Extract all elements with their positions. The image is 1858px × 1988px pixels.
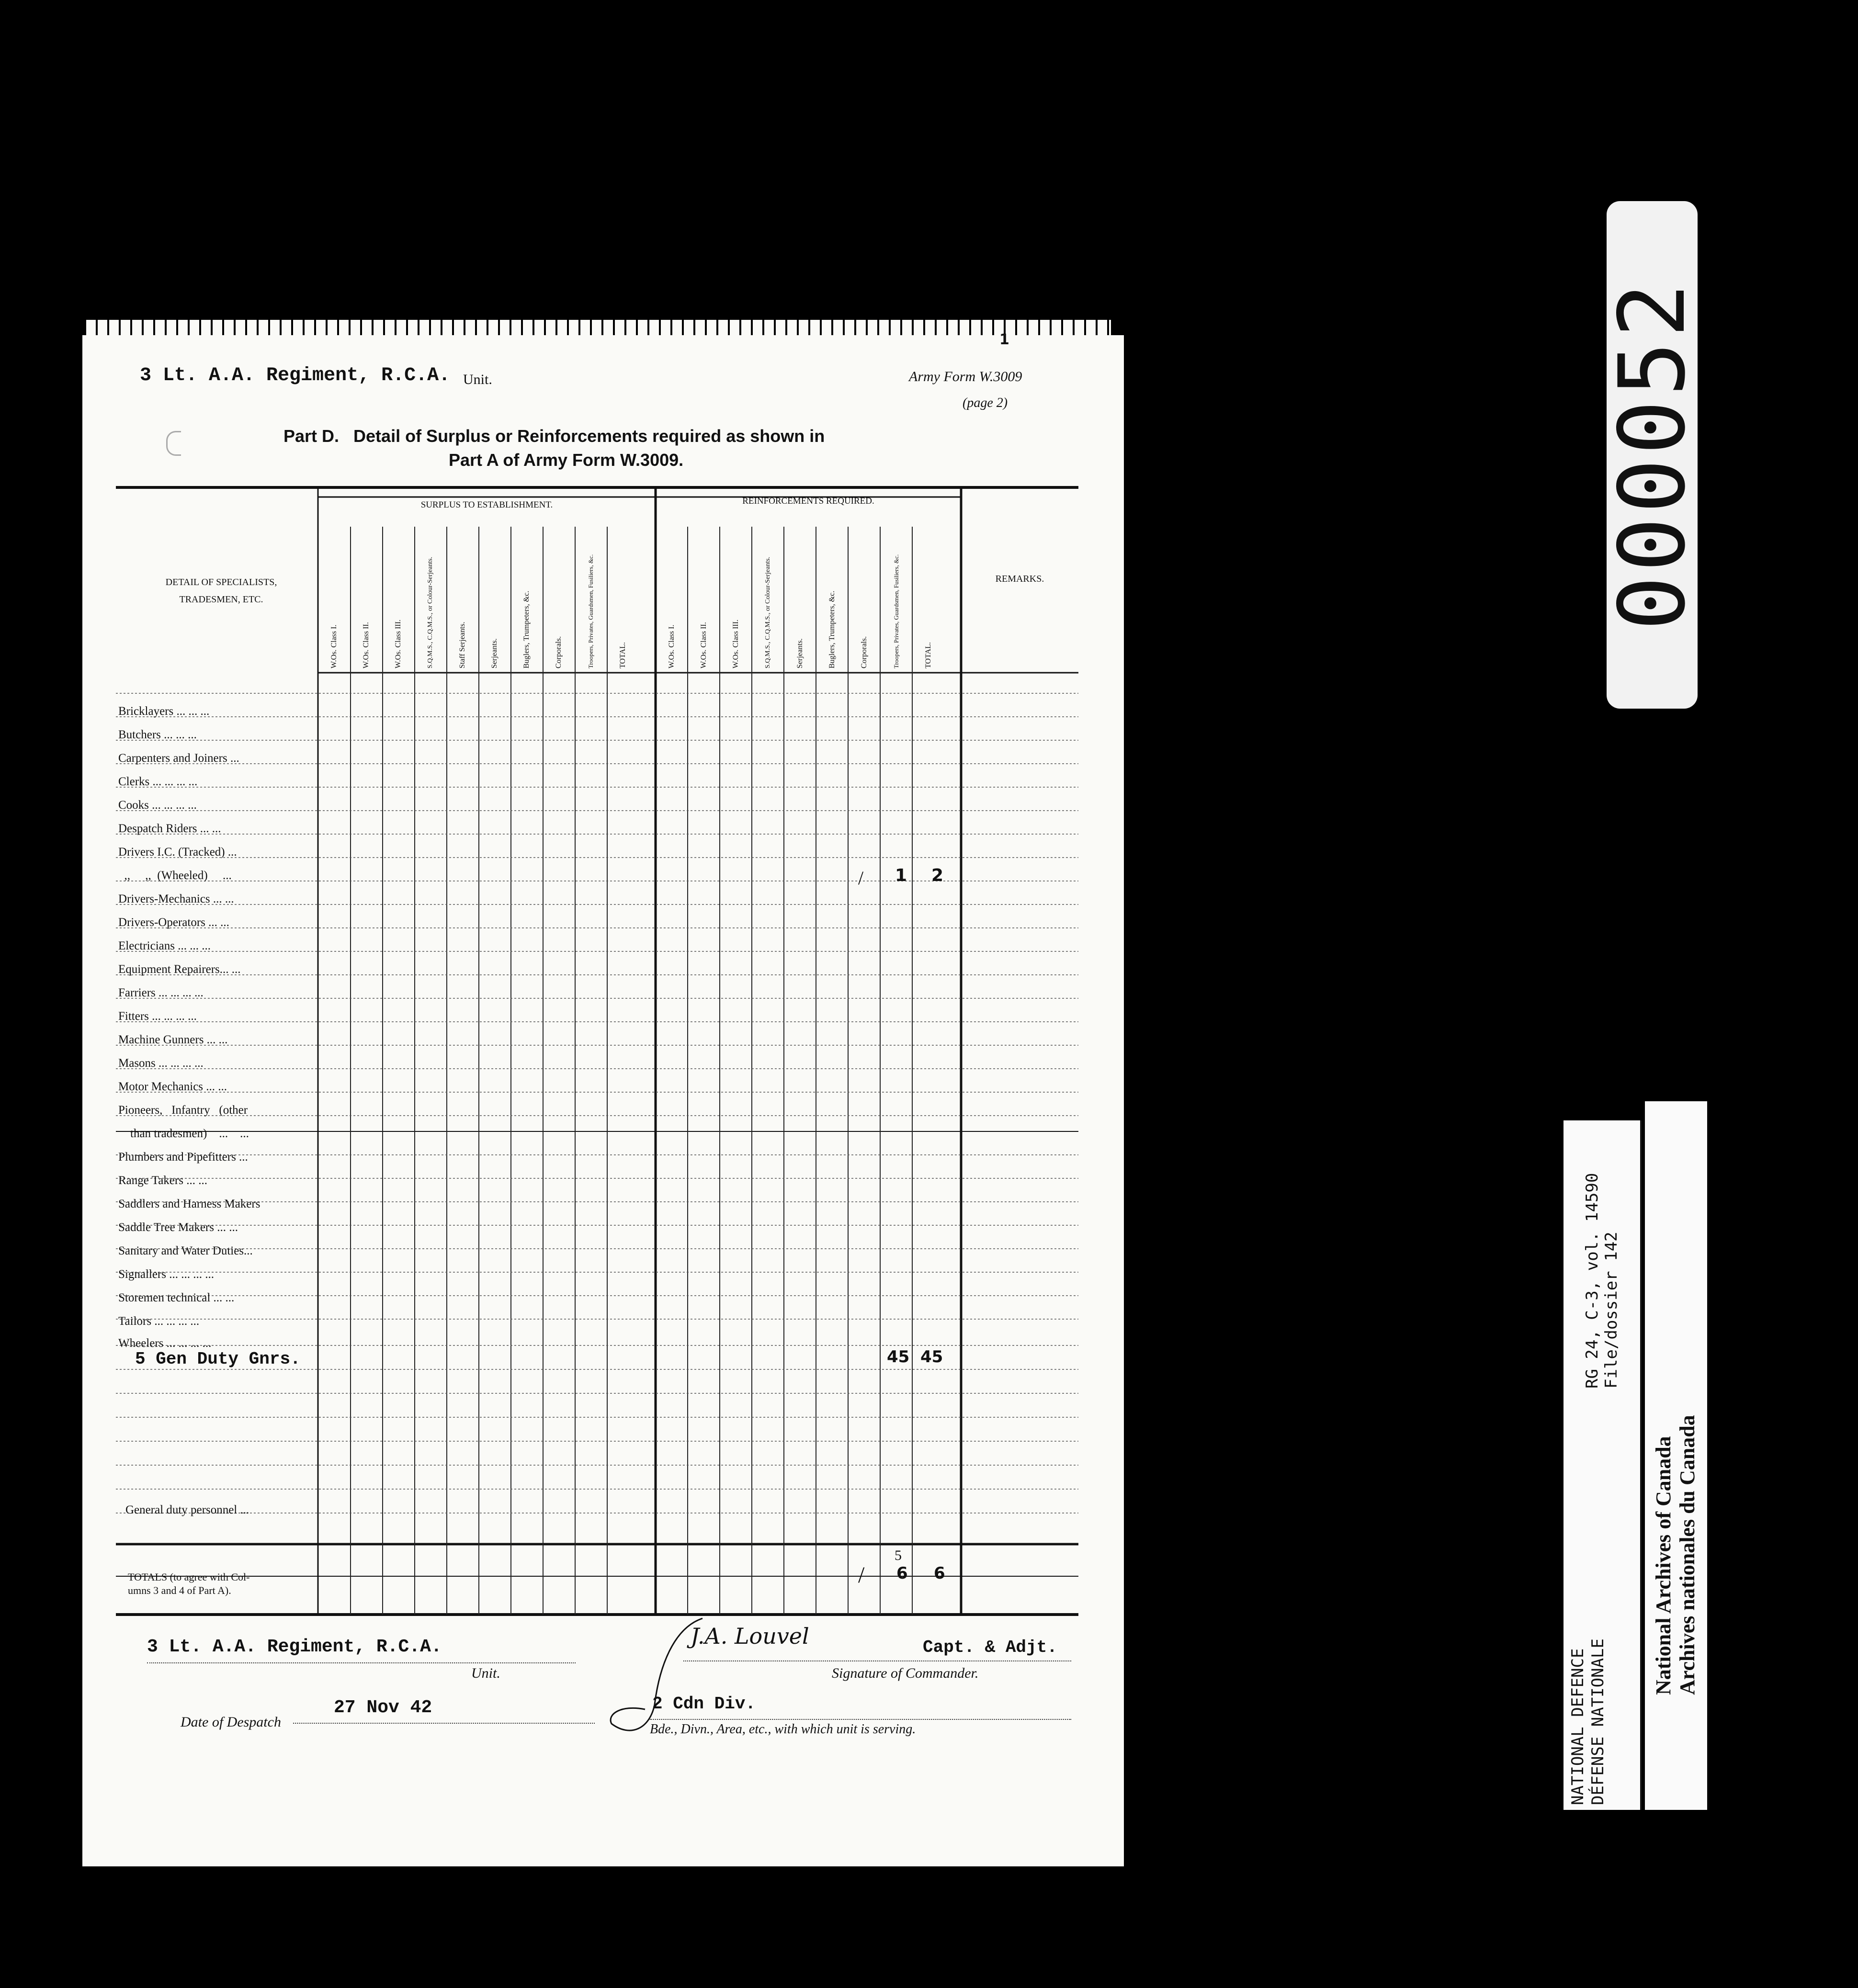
col-reinf-buglers [818, 512, 847, 670]
reinforcements-header: REINFORCEMENTS REQUIRED. [742, 496, 874, 506]
archives-name-fr: Archives nationales du Canada [1676, 1415, 1699, 1695]
footer-unit-label: Unit. [471, 1665, 500, 1681]
col-label: Troopers, Privates, Guardsmen, Fusiliers, &c. [893, 554, 900, 668]
detail-header-line2: TRADESMEN, ETC. [179, 594, 263, 605]
entry-wheeled-corporals: / [858, 867, 864, 889]
archive-ref-line2: File/dossier 142 [1602, 1231, 1621, 1389]
col-label: Corporals. [555, 636, 563, 668]
archive-stamp [1599, 201, 1705, 709]
entry-wheeled-troopers: 1 [895, 866, 907, 885]
totals-label-line1: TOTALS (to agree with Col- [128, 1571, 250, 1583]
remarks-header: REMARKS. [995, 574, 1044, 584]
row-tailors: Tailors ... ... ... ... [118, 1315, 200, 1328]
entry-wheeled-total: 2 [931, 866, 944, 885]
detail-header-line1: DETAIL OF SPECIALISTS, [165, 577, 277, 587]
commander-rank: Capt. & Adjt. [923, 1638, 1057, 1657]
form-title-line2: Part A of Army Form W.3009. [449, 450, 684, 470]
entry-totals-troopers: 6 [896, 1564, 908, 1583]
row-pioneers-cont: than tradesmen) ... ... [118, 1127, 249, 1140]
row-carpenters: Carpenters and Joiners ... [118, 752, 239, 765]
row-drivers-wheeled: ,, ,, (Wheeled) ... [118, 869, 232, 882]
col-surplus-buglers [512, 512, 541, 670]
col-label: Troopers, Privates, Guardsmen, Fusiliers, &c. [587, 554, 594, 668]
signature-line [683, 1660, 1071, 1661]
col-label: W.Os. Class I. [668, 624, 676, 668]
unit-label: Unit. [463, 372, 492, 387]
row-saddle-tree-makers: Saddle Tree Makers ... ... [118, 1221, 238, 1234]
col-surplus-corporals [544, 512, 573, 670]
col-label: Serjeants. [490, 638, 498, 668]
row-wheelers: Wheelers ... ... ... ... [118, 1337, 212, 1350]
row-signallers: Signallers ... ... ... ... [118, 1268, 214, 1281]
col-label: TOTAL. [924, 642, 932, 668]
formation-label: Bde., Divn., Area, etc., with which unit is serving. [650, 1722, 916, 1737]
col-reinf-troopers [882, 512, 911, 670]
col-reinf-wo1 [657, 512, 686, 670]
date-line [293, 1723, 595, 1724]
col-label: S.Q.M.S., C.Q.M.S., or Colour-Serjeants. [427, 556, 434, 668]
col-label: W.Os. Class II. [700, 622, 708, 668]
archive-ref-line1: RG 24, C-3, vol. 14590 [1583, 1173, 1602, 1389]
page-number: (page 2) [963, 395, 1008, 410]
commander-signature: J.A. Louvel [691, 1623, 809, 1649]
form-title-line1: Part D. Detail of Surplus or Reinforcements required as shown in [283, 426, 825, 446]
row-equipment-repairers: Equipment Repairers... ... [118, 963, 241, 976]
entry-totals-troopers-correction: 5 [895, 1547, 902, 1563]
row-machine-gunners: Machine Gunners ... ... [118, 1033, 228, 1046]
col-label: W.Os. Class I. [330, 624, 338, 668]
signature-label: Signature of Commander. [832, 1665, 979, 1681]
date-label: Date of Despatch [181, 1714, 281, 1730]
signature-flourish [602, 1599, 717, 1743]
col-reinf-corporals [850, 512, 879, 670]
form-number: Army Form W.3009 [909, 369, 1022, 384]
col-reinf-sqms [754, 512, 782, 670]
col-label: Buglers, Trumpeters, &c. [828, 590, 836, 668]
row-pioneers: Pioneers, Infantry (other [118, 1104, 248, 1117]
totals-label [128, 1570, 249, 1597]
row-sanitary: Sanitary and Water Duties... [118, 1244, 253, 1257]
row-gen-duty-gnrs: 5 Gen Duty Gnrs. [135, 1349, 301, 1369]
col-label: TOTAL. [619, 642, 627, 668]
col-surplus-wo1 [320, 512, 349, 670]
footer-unit-name: 3 Lt. A.A. Regiment, R.C.A. [147, 1637, 442, 1657]
row-storemen: Storemen technical ... ... [118, 1291, 235, 1304]
row-farriers: Farriers ... ... ... ... [118, 986, 204, 999]
row-motor-mechanics: Motor Mechanics ... ... [118, 1080, 227, 1093]
entry-totals-total: 6 [934, 1564, 945, 1583]
surplus-header: SURPLUS TO ESTABLISHMENT. [420, 500, 553, 510]
col-surplus-staff-serjeants [448, 512, 477, 670]
col-surplus-serjeants [480, 512, 509, 670]
row-drivers-operators: Drivers-Operators ... ... [118, 916, 229, 929]
archive-panel [1563, 1120, 1707, 1810]
row-despatch-riders: Despatch Riders ... ... [118, 822, 221, 835]
col-reinf-wo3 [722, 512, 750, 670]
col-label: W.Os. Class III. [732, 619, 740, 668]
row-clerks: Clerks ... ... ... ... [118, 775, 198, 788]
form-sheet [82, 331, 1124, 1866]
stamp-number: 000052 [1599, 279, 1705, 631]
surplus-columns [318, 508, 656, 670]
row-saddlers: Saddlers and Harness Makers [118, 1197, 261, 1210]
col-reinf-total [914, 512, 943, 670]
footer-unit-line [147, 1662, 576, 1663]
archives-name-en: National Archives of Canada [1652, 1436, 1675, 1695]
unit-name: 3 Lt. A.A. Regiment, R.C.A. [140, 365, 451, 386]
row-bricklayers: Bricklayers ... ... ... [118, 705, 210, 718]
row-plumbers: Plumbers and Pipefitters ... [118, 1151, 248, 1163]
entry-gnrs-total: 45 [920, 1347, 943, 1367]
col-label: Serjeants. [796, 638, 804, 668]
col-label: Staff Serjeants. [458, 621, 466, 668]
dept-line1: NATIONAL DEFENCE [1568, 1648, 1587, 1805]
col-surplus-wo2 [352, 512, 381, 670]
col-surplus-troopers [577, 512, 605, 670]
col-reinf-serjeants [786, 512, 815, 670]
detail-column-header [133, 574, 310, 608]
date-value: 27 Nov 42 [334, 1697, 432, 1718]
col-label: S.Q.M.S., C.Q.M.S., or Colour-Serjeants. [764, 556, 771, 668]
col-label: W.Os. Class II. [362, 622, 370, 668]
row-butchers: Butchers ... ... ... [118, 728, 197, 741]
col-label: Corporals. [860, 636, 868, 668]
formation-value: 2 Cdn Div. [652, 1694, 756, 1714]
entry-totals-corporals: / [858, 1562, 865, 1588]
row-masons: Masons ... ... ... ... [118, 1057, 204, 1070]
totals-label-line2: umns 3 and 4 of Part A). [128, 1584, 231, 1596]
col-label: W.Os. Class III. [394, 619, 402, 668]
corner-mark: 1 [999, 331, 1009, 348]
row-drivers-tracked: Drivers I.C. (Tracked) ... [118, 846, 237, 858]
reinforcement-columns [656, 508, 961, 670]
col-surplus-wo3 [384, 512, 413, 670]
row-cooks: Cooks ... ... ... ... [118, 799, 197, 812]
row-drivers-mechanics: Drivers-Mechanics ... ... [118, 892, 234, 905]
row-fitters: Fitters ... ... ... ... [118, 1010, 197, 1023]
col-surplus-total [609, 512, 637, 670]
col-label: Buglers, Trumpeters, &c. [522, 590, 531, 668]
formation-line [650, 1719, 1071, 1720]
col-reinf-wo2 [690, 512, 718, 670]
entry-gnrs-troopers: 45 [887, 1347, 910, 1367]
col-surplus-sqms [416, 512, 445, 670]
dept-line2: DÉFENSE NATIONALE [1588, 1638, 1608, 1805]
row-general-duty: General duty personnel ... [125, 1503, 249, 1516]
row-range-takers: Range Takers ... ... [118, 1174, 207, 1187]
row-electricians: Electricians ... ... ... [118, 939, 211, 952]
